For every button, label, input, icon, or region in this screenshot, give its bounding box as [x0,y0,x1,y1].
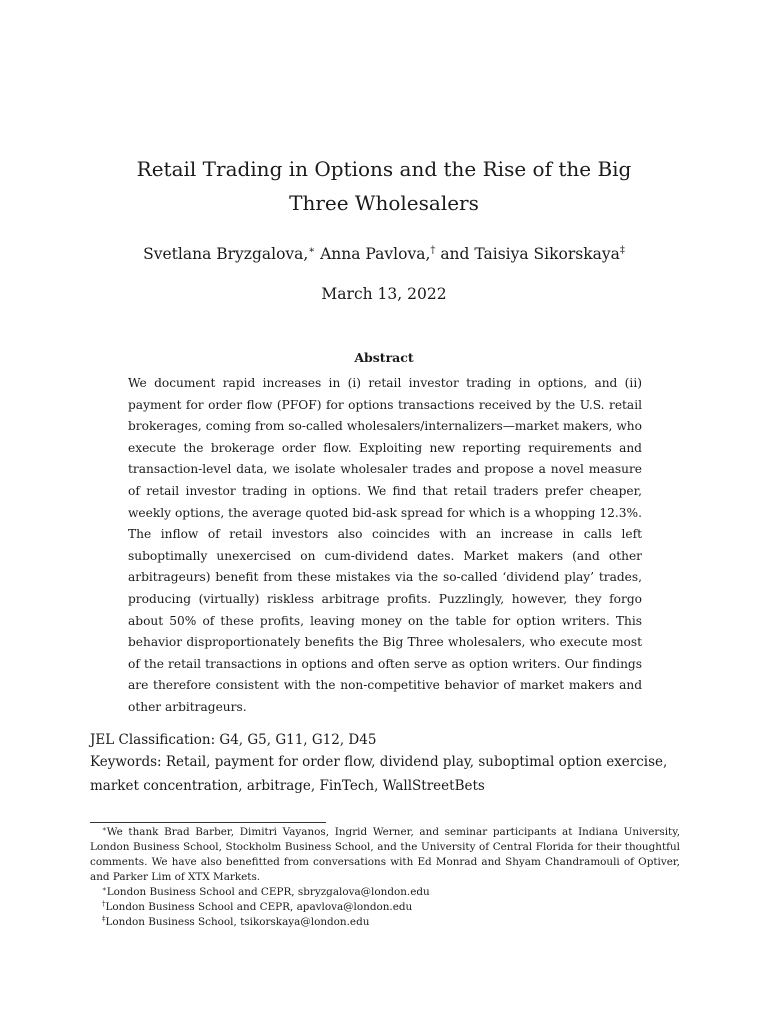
author-footnote-mark: ∗ [308,245,316,256]
footnote-mark: ∗ [102,825,107,833]
abstract-heading: Abstract [354,350,414,365]
footnotes [90,825,680,930]
author-name: Svetlana Bryzgalova, [143,245,309,263]
footnote [90,900,680,915]
footnote-rule [90,822,326,823]
jel-classification: JEL Classification: G4, G5, G11, G12, D45 [90,732,377,748]
paper-title: Retail Trading in Options and the Rise of the Big Three Wholesalers [136,157,632,215]
author-footnote-mark: ‡ [619,245,625,256]
footnote [90,915,680,930]
footnote [90,825,680,885]
footnote [90,885,680,900]
footnote-mark: † [102,900,106,908]
author-footnote-mark: † [430,245,436,256]
footnote-mark: ‡ [102,915,106,923]
footnote-text: We thank Brad Barber, Dimitri Vayanos, Ingrid Werner, and seminar participants at Indiana University, London Business School, Stockholm Business School, and the University of Central Florida for their thoughtful comments. We have also benefitted from conversations with Ed Monrad and Shyam Chandramouli of Optiver, and Parker Lim of XTX Markets. [90,826,680,883]
author-list [0,243,768,265]
abstract-text: We document rapid increases in (i) retail investor trading in options, and (ii) payment for order flow (PFOF) for options transactions received by the U.S. retail brokerages, coming from so-called wholesalers/internalizers—market makers, who execute the brokerage order flow. Exploiting new reporting requirements and transaction-level data, we isolate wholesaler trades and propose a novel measure of retail investor trading in options. We find that retail traders prefer cheaper, weekly options, the average quoted bid-ask spread for which is a whopping 12.3%. The inflow of retail investors also coincides with an increase in calls left suboptimally unexercised on cum-dividend dates. Market makers (and other arbitrageurs) benefit from these mistakes via the so-called ‘dividend play’ trades, producing (virtually) riskless arbitrage profits. Puzzlingly, however, they forgo about 50% of these profits, leaving money on the table for option writers. This behavior disproportionately benefits the Big Three wholesalers, who execute most of the retail transactions in options and often serve as option writers. Our findings are therefore consistent with the non-competitive behavior of market makers and other arbitrageurs. [128,376,642,714]
footnote-text: London Business School and CEPR, sbryzgalova@london.edu [106,886,430,898]
footnote-text: London Business School, tsikorskaya@london.edu [105,916,370,928]
author-name: Anna Pavlova, [320,245,431,263]
footnote-mark: ∗ [102,885,107,893]
footnote-text: London Business School and CEPR, apavlova@london.edu [105,901,413,913]
paper-date: March 13, 2022 [321,285,447,303]
author-name: and Taisiya Sikorskaya [440,245,620,263]
keywords: Keywords: Retail, payment for order flow, dividend play, suboptimal option exercise, market concentration, arbitrage, FinTech, WallStreetBets [90,754,668,794]
